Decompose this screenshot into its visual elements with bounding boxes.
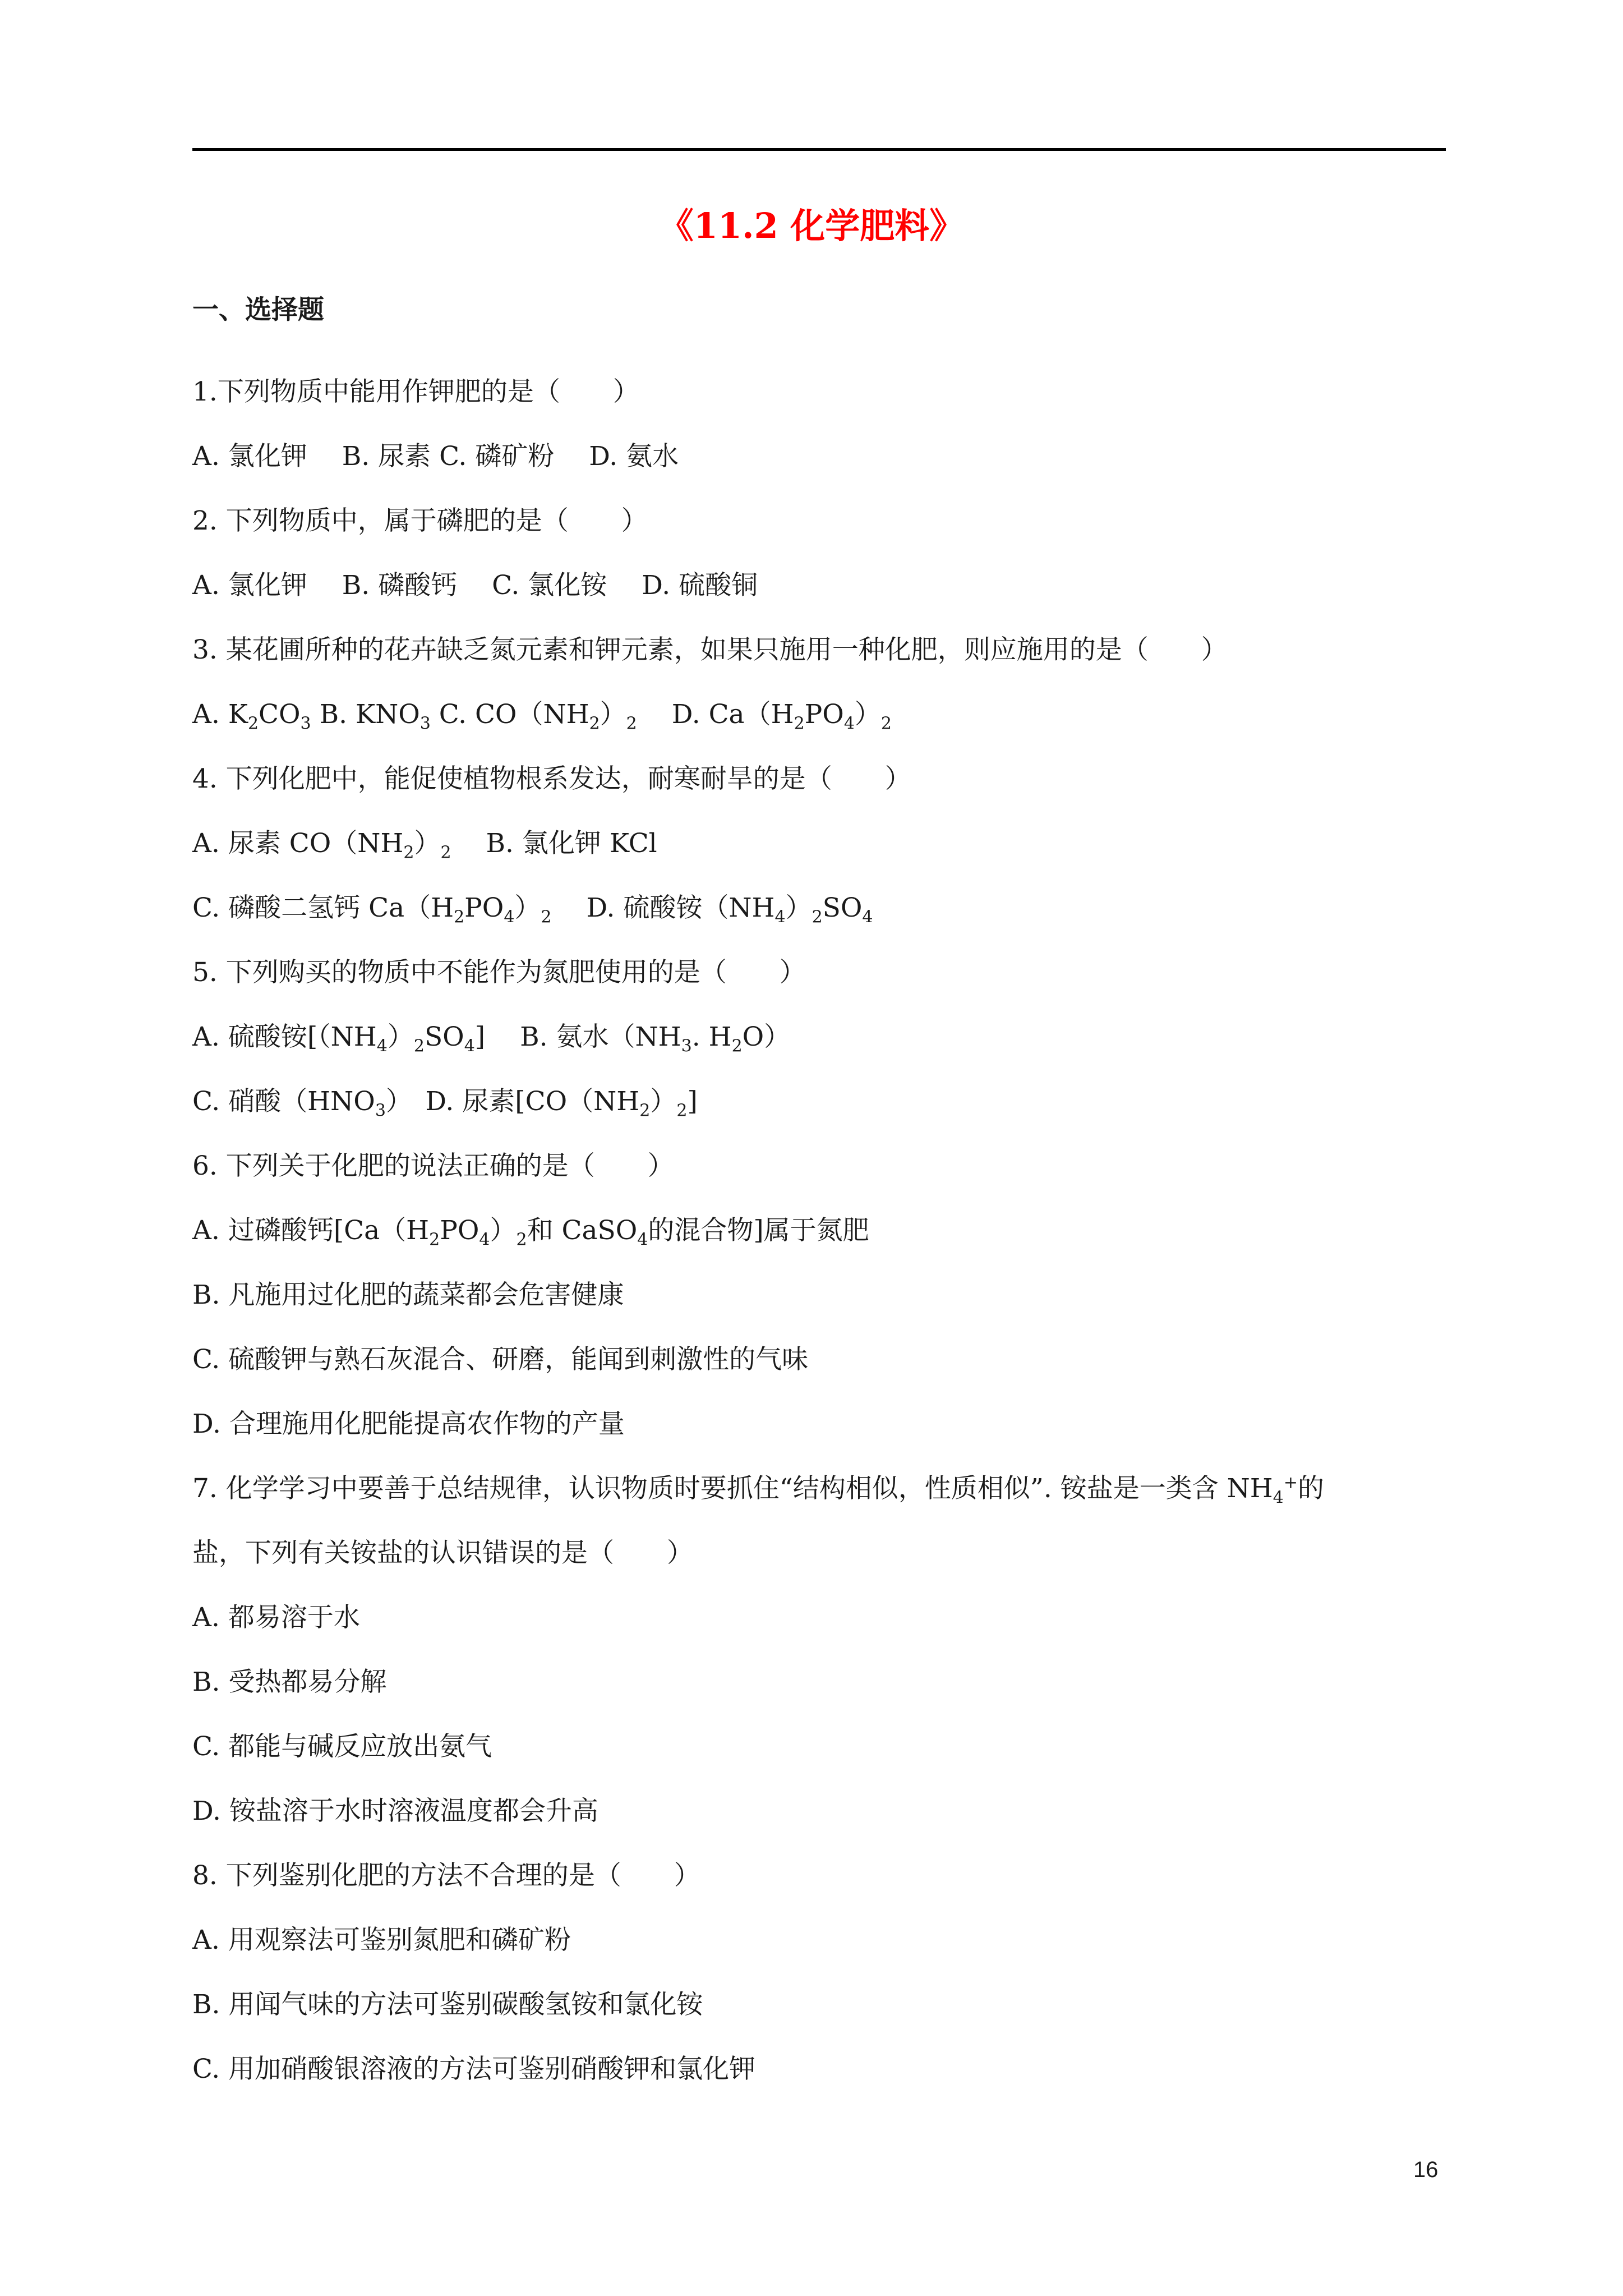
question-4-stem: 4. 下列化肥中，能促使植物根系发达，耐寒耐旱的是（ ） bbox=[192, 763, 911, 794]
question-1-options: A. 氯化钾 B. 尿素 C. 磷矿粉 D. 氨水 bbox=[192, 441, 679, 472]
question-6-option-a: A. 过磷酸钙[$Ca(H_2PO_4)_2$和 CaSO$_4$的混合物]属于氮肥 bbox=[192, 1215, 869, 1250]
question-6-option-c: C. 硫酸钾与熟石灰混合、研磨，能闻到刺激性的气味 bbox=[192, 1344, 809, 1375]
question-6-stem: 6. 下列关于化肥的说法正确的是（ ） bbox=[192, 1151, 674, 1181]
question-3-options: A. $K_2CO_3$ B. $KNO_3$ C. $CO(NH_2)_2$ D. $Ca(H_2PO_4)_2$ bbox=[192, 699, 892, 734]
question-4-options-cd: C. 磷酸二氢钙 $Ca(H_2PO_4)_2$ D. 硫酸铵$(NH_4)_2SO_4$ bbox=[192, 892, 873, 927]
question-list bbox=[192, 360, 1446, 2101]
question-8-option-a: A. 用观察法可鉴别氮肥和磷矿粉 bbox=[192, 1925, 571, 1955]
question-7-option-d: D. 铵盐溶于水时溶液温度都会升高 bbox=[192, 1796, 598, 1826]
section-heading: 一、选择题 bbox=[192, 295, 324, 325]
question-3-stem: 3. 某花圃所种的花卉缺乏氮元素和钾元素，如果只施用一种化肥，则应施用的是（ ） bbox=[192, 634, 1228, 665]
question-5-stem: 5. 下列购买的物质中不能作为氮肥使用的是（ ） bbox=[192, 957, 806, 988]
header-rule bbox=[192, 148, 1446, 151]
question-8-option-c: C. 用加硝酸银溶液的方法可鉴别硝酸钾和氯化钾 bbox=[192, 2054, 756, 2085]
question-2-options: A. 氯化钾 B. 磷酸钙 C. 氯化铵 D. 硫酸铜 bbox=[192, 570, 758, 601]
question-1-stem: 1.下列物质中能用作钾肥的是（ ） bbox=[192, 376, 639, 407]
question-6-option-d: D. 合理施用化肥能提高农作物的产量 bbox=[192, 1409, 625, 1439]
question-8-stem: 8. 下列鉴别化肥的方法不合理的是（ ） bbox=[192, 1860, 700, 1891]
question-7-stem-continued: 盐，下列有关铵盐的认识错误的是（ ） bbox=[192, 1538, 693, 1568]
question-8-option-b: B. 用闻气味的方法可鉴别碳酸氢铵和氯化铵 bbox=[192, 1989, 703, 2020]
question-5-options-cd: C. 硝酸$(HNO_3)$ D. 尿素$[CO(NH_2)_2]$ bbox=[192, 1086, 698, 1121]
question-5-options-ab: A. 硫酸铵$[(NH_4)_2SO_4]$ B. 氨水（$NH_3$. $H_2O$） bbox=[192, 1022, 791, 1056]
question-2-stem: 2. 下列物质中，属于磷肥的是（ ） bbox=[192, 505, 648, 536]
question-7-option-b: B. 受热都易分解 bbox=[192, 1667, 387, 1697]
document-title: 《11.2 化学肥料》 bbox=[658, 205, 965, 246]
question-7-stem: 7. 化学学习中要善于总结规律，认识物质时要抓住“结构相似，性质相似”. 铵盐是一类含 $NH_4^+$的 bbox=[192, 1473, 1325, 1508]
question-4-options-ab: A. 尿素 $CO(NH_2)_2$ B. 氯化钾 KCl bbox=[192, 828, 657, 863]
page-number: 16 bbox=[1413, 2157, 1438, 2182]
question-7-option-c: C. 都能与碱反应放出氨气 bbox=[192, 1731, 492, 1762]
question-7-option-a: A. 都易溶于水 bbox=[192, 1602, 360, 1633]
question-6-option-b: B. 凡施用过化肥的蔬菜都会危害健康 bbox=[192, 1280, 624, 1310]
